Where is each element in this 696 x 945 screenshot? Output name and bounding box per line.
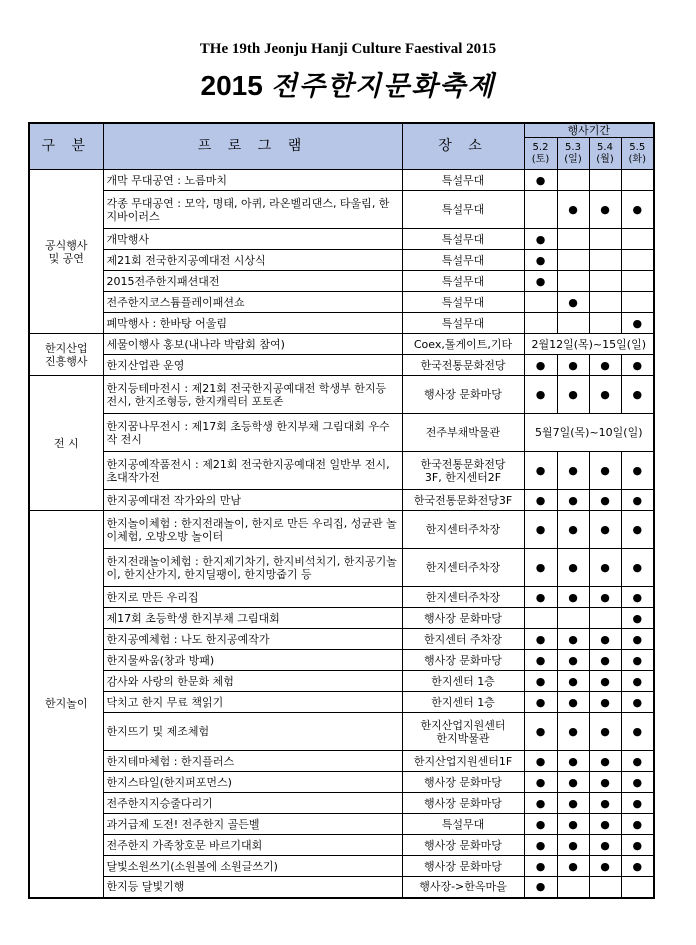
header-period: 행사기간 — [524, 123, 654, 138]
venue-cell: 한지센터 1층 — [402, 671, 524, 692]
scheduled-dot-cell: ● — [524, 271, 557, 292]
program-cell: 전주한지지승줄다리기 — [103, 793, 402, 814]
scheduled-dot-cell: ● — [524, 170, 557, 191]
empty-day-cell — [621, 877, 654, 898]
scheduled-dot-cell: ● — [557, 587, 589, 608]
venue-cell: 한지센터주차장 — [402, 549, 524, 587]
scheduled-dot-cell: ● — [557, 751, 589, 772]
scheduled-dot-cell: ● — [524, 650, 557, 671]
scheduled-dot-cell: ● — [589, 511, 621, 549]
venue-cell: 특설무대 — [402, 229, 524, 250]
empty-day-cell — [621, 170, 654, 191]
venue-cell: 한국전통문화전당3F — [402, 490, 524, 511]
table-row — [29, 650, 654, 671]
scheduled-dot-cell: ● — [621, 313, 654, 334]
scheduled-dot-cell: ● — [589, 814, 621, 835]
table-row — [29, 452, 654, 490]
scheduled-dot-cell: ● — [557, 856, 589, 877]
venue-cell: 한지센터주차장 — [402, 511, 524, 549]
table-row — [29, 877, 654, 898]
scheduled-dot-cell: ● — [589, 376, 621, 414]
category-cell: 공식행사 및 공연 — [29, 170, 103, 334]
empty-day-cell — [557, 170, 589, 191]
venue-cell: 행사장 문화마당 — [402, 376, 524, 414]
scheduled-dot-cell: ● — [589, 355, 621, 376]
venue-cell: 특설무대 — [402, 170, 524, 191]
header-category: 구 분 — [29, 123, 103, 170]
program-cell: 한지공예작품전시 : 제21회 전국한지공예대전 일반부 전시, 초대작가전 — [103, 452, 402, 490]
empty-day-cell — [524, 313, 557, 334]
period-range-cell: 5월7일(목)~10일(일) — [524, 414, 654, 452]
scheduled-dot-cell: ● — [589, 452, 621, 490]
table-row — [29, 271, 654, 292]
table-row — [29, 191, 654, 229]
table-row — [29, 793, 654, 814]
scheduled-dot-cell: ● — [589, 835, 621, 856]
scheduled-dot-cell: ● — [589, 490, 621, 511]
scheduled-dot-cell: ● — [557, 511, 589, 549]
table-row — [29, 814, 654, 835]
scheduled-dot-cell: ● — [589, 650, 621, 671]
empty-day-cell — [589, 292, 621, 313]
header-day-1: 5.3 (일) — [557, 138, 589, 170]
scheduled-dot-cell: ● — [557, 692, 589, 713]
header-venue: 장 소 — [402, 123, 524, 170]
venue-cell: 행사장 문화마당 — [402, 835, 524, 856]
scheduled-dot-cell: ● — [621, 608, 654, 629]
scheduled-dot-cell: ● — [621, 452, 654, 490]
program-cell: 감사와 사랑의 한문화 체험 — [103, 671, 402, 692]
venue-cell: 행사장 문화마당 — [402, 772, 524, 793]
program-cell: 한지등 달빛기행 — [103, 877, 402, 898]
scheduled-dot-cell: ● — [621, 835, 654, 856]
scheduled-dot-cell: ● — [557, 772, 589, 793]
table-row — [29, 549, 654, 587]
table-row — [29, 856, 654, 877]
program-cell: 한지로 만든 우리집 — [103, 587, 402, 608]
scheduled-dot-cell: ● — [621, 355, 654, 376]
scheduled-dot-cell: ● — [524, 549, 557, 587]
period-range-cell: 2월12일(목)~15일(일) — [524, 334, 654, 355]
program-cell: 폐막행사 : 한바탕 어울림 — [103, 313, 402, 334]
scheduled-dot-cell: ● — [557, 650, 589, 671]
program-cell: 한지산업관 운영 — [103, 355, 402, 376]
program-cell: 한지꿈나무전시 : 제17회 초등학생 한지부채 그림대회 우수작 전시 — [103, 414, 402, 452]
header-day-2: 5.4 (월) — [589, 138, 621, 170]
empty-day-cell — [524, 191, 557, 229]
scheduled-dot-cell: ● — [589, 629, 621, 650]
festival-name-korean: 전주한지문화축제 — [270, 71, 496, 102]
table-row — [29, 229, 654, 250]
venue-cell: 특설무대 — [402, 271, 524, 292]
empty-day-cell — [589, 170, 621, 191]
program-cell: 한지테마체험 : 한지플러스 — [103, 751, 402, 772]
venue-cell: 전주부채박물관 — [402, 414, 524, 452]
program-cell: 한지놀이체험 : 한지전래놀이, 한지로 만든 우리집, 성균관 놀이체험, 오방오방 놀이터 — [103, 511, 402, 549]
empty-day-cell — [621, 250, 654, 271]
venue-cell: 행사장 문화마당 — [402, 856, 524, 877]
empty-day-cell — [557, 271, 589, 292]
empty-day-cell — [589, 271, 621, 292]
scheduled-dot-cell: ● — [557, 355, 589, 376]
scheduled-dot-cell: ● — [524, 376, 557, 414]
venue-cell: 특설무대 — [402, 191, 524, 229]
scheduled-dot-cell: ● — [524, 490, 557, 511]
program-cell: 한지공예체험 : 나도 한지공예작가 — [103, 629, 402, 650]
scheduled-dot-cell: ● — [557, 629, 589, 650]
scheduled-dot-cell: ● — [557, 793, 589, 814]
venue-cell: 한지센터주차장 — [402, 587, 524, 608]
table-row — [29, 835, 654, 856]
scheduled-dot-cell: ● — [589, 751, 621, 772]
program-cell: 개막 무대공연 : 노름마치 — [103, 170, 402, 191]
program-cell: 제21회 전국한지공예대전 시상식 — [103, 250, 402, 271]
empty-day-cell — [557, 877, 589, 898]
venue-cell: 특설무대 — [402, 313, 524, 334]
scheduled-dot-cell: ● — [621, 629, 654, 650]
venue-cell: 한지센터 주차장 — [402, 629, 524, 650]
scheduled-dot-cell: ● — [621, 490, 654, 511]
table-row — [29, 713, 654, 751]
festival-year: 2015 — [200, 70, 263, 101]
table-row — [29, 629, 654, 650]
program-cell: 전주한지 가족창호문 바르기대회 — [103, 835, 402, 856]
schedule-body — [29, 170, 654, 898]
table-row — [29, 250, 654, 271]
table-row — [29, 608, 654, 629]
table-row — [29, 671, 654, 692]
scheduled-dot-cell: ● — [557, 452, 589, 490]
table-row — [29, 587, 654, 608]
header-day-3: 5.5 (화) — [621, 138, 654, 170]
table-row — [29, 376, 654, 414]
festival-title-english: THe 19th Jeonju Hanji Culture Faestival 2015 — [199, 41, 497, 57]
program-cell: 과거급제 도전! 전주한지 골든벨 — [103, 814, 402, 835]
scheduled-dot-cell: ● — [621, 549, 654, 587]
program-cell: 닥치고 한지 무료 책읽기 — [103, 692, 402, 713]
scheduled-dot-cell: ● — [621, 751, 654, 772]
scheduled-dot-cell: ● — [524, 355, 557, 376]
program-cell: 각종 무대공연 : 모악, 명태, 아퀴, 라온벨리댄스, 타울림, 한지바이러스 — [103, 191, 402, 229]
venue-cell: 행사장 문화마당 — [402, 650, 524, 671]
table-row — [29, 751, 654, 772]
scheduled-dot-cell: ● — [524, 835, 557, 856]
venue-cell: 한지산업지원센터1F — [402, 751, 524, 772]
empty-day-cell — [589, 608, 621, 629]
venue-cell: 한국전통문화전당 3F, 한지센터2F — [402, 452, 524, 490]
venue-cell: 행사장 문화마당 — [402, 793, 524, 814]
table-row — [29, 334, 654, 355]
program-cell: 제17회 초등학생 한지부채 그림대회 — [103, 608, 402, 629]
scheduled-dot-cell: ● — [589, 549, 621, 587]
scheduled-dot-cell: ● — [524, 452, 557, 490]
empty-day-cell — [589, 229, 621, 250]
empty-day-cell — [557, 608, 589, 629]
scheduled-dot-cell: ● — [621, 856, 654, 877]
scheduled-dot-cell: ● — [524, 713, 557, 751]
table-row — [29, 490, 654, 511]
program-cell: 한지뜨기 및 제조체험 — [103, 713, 402, 751]
scheduled-dot-cell: ● — [621, 692, 654, 713]
program-cell: 한지공예대전 작가와의 만남 — [103, 490, 402, 511]
empty-day-cell — [621, 229, 654, 250]
program-cell: 달빛소원쓰기(소원볼에 소원글쓰기) — [103, 856, 402, 877]
table-row — [29, 313, 654, 334]
table-row — [29, 772, 654, 793]
scheduled-dot-cell: ● — [589, 856, 621, 877]
scheduled-dot-cell: ● — [589, 692, 621, 713]
scheduled-dot-cell: ● — [621, 713, 654, 751]
empty-day-cell — [621, 271, 654, 292]
empty-day-cell — [621, 292, 654, 313]
venue-cell: 행사장->한옥마을 — [402, 877, 524, 898]
venue-cell: 한지산업지원센터 한지박물관 — [402, 713, 524, 751]
venue-cell: Coex,톨게이트,기타 — [402, 334, 524, 355]
program-cell: 전주한지코스튬플레이패션쇼 — [103, 292, 402, 313]
table-row — [29, 170, 654, 191]
scheduled-dot-cell: ● — [524, 751, 557, 772]
schedule-table — [28, 122, 655, 899]
category-cell: 전 시 — [29, 376, 103, 511]
scheduled-dot-cell: ● — [621, 587, 654, 608]
scheduled-dot-cell: ● — [557, 191, 589, 229]
scheduled-dot-cell: ● — [557, 814, 589, 835]
program-cell: 한지스타일(한지퍼포먼스) — [103, 772, 402, 793]
program-cell: 2015전주한지패션대전 — [103, 271, 402, 292]
program-cell: 개막행사 — [103, 229, 402, 250]
scheduled-dot-cell: ● — [524, 877, 557, 898]
scheduled-dot-cell: ● — [557, 549, 589, 587]
empty-day-cell — [524, 292, 557, 313]
scheduled-dot-cell: ● — [557, 835, 589, 856]
venue-cell: 행사장 문화마당 — [402, 608, 524, 629]
scheduled-dot-cell: ● — [589, 671, 621, 692]
header-program: 프 로 그 램 — [103, 123, 402, 170]
scheduled-dot-cell: ● — [621, 511, 654, 549]
header-day-0: 5.2 (토) — [524, 138, 557, 170]
scheduled-dot-cell: ● — [621, 772, 654, 793]
table-row — [29, 692, 654, 713]
category-cell: 한지놀이 — [29, 511, 103, 898]
scheduled-dot-cell: ● — [524, 629, 557, 650]
scheduled-dot-cell: ● — [524, 250, 557, 271]
empty-day-cell — [557, 313, 589, 334]
category-cell: 한지산업 진흥행사 — [29, 334, 103, 376]
scheduled-dot-cell: ● — [524, 814, 557, 835]
scheduled-dot-cell: ● — [524, 856, 557, 877]
table-row — [29, 292, 654, 313]
program-cell: 한지등테마전시 : 제21회 전국한지공예대전 학생부 한지등 전시, 한지조형등, 한지캐릭터 포토존 — [103, 376, 402, 414]
scheduled-dot-cell: ● — [524, 671, 557, 692]
venue-cell: 특설무대 — [402, 292, 524, 313]
venue-cell: 특설무대 — [402, 250, 524, 271]
scheduled-dot-cell: ● — [557, 671, 589, 692]
table-row — [29, 414, 654, 452]
scheduled-dot-cell: ● — [621, 191, 654, 229]
scheduled-dot-cell: ● — [621, 671, 654, 692]
scheduled-dot-cell: ● — [524, 511, 557, 549]
scheduled-dot-cell: ● — [589, 793, 621, 814]
table-row — [29, 511, 654, 549]
scheduled-dot-cell: ● — [589, 191, 621, 229]
scheduled-dot-cell: ● — [524, 587, 557, 608]
venue-cell: 한지센터 1층 — [402, 692, 524, 713]
scheduled-dot-cell: ● — [621, 650, 654, 671]
empty-day-cell — [589, 313, 621, 334]
scheduled-dot-cell: ● — [621, 793, 654, 814]
program-cell: 한지물싸움(창과 방패) — [103, 650, 402, 671]
festival-title-korean — [0, 64, 696, 103]
empty-day-cell — [557, 250, 589, 271]
program-cell: 한지전래놀이체험 : 한지제기차기, 한지비석치기, 한지공기놀이, 한지산가지, 한지딜팽이, 한지망줍기 등 — [103, 549, 402, 587]
scheduled-dot-cell: ● — [621, 376, 654, 414]
scheduled-dot-cell: ● — [557, 376, 589, 414]
scheduled-dot-cell: ● — [524, 692, 557, 713]
scheduled-dot-cell: ● — [524, 793, 557, 814]
scheduled-dot-cell: ● — [589, 713, 621, 751]
empty-day-cell — [524, 608, 557, 629]
scheduled-dot-cell: ● — [524, 772, 557, 793]
scheduled-dot-cell: ● — [589, 772, 621, 793]
venue-cell: 한국전통문화전당 — [402, 355, 524, 376]
scheduled-dot-cell: ● — [621, 814, 654, 835]
empty-day-cell — [589, 877, 621, 898]
program-cell: 세물이행사 홍보(내나라 박람회 참여) — [103, 334, 402, 355]
venue-cell: 특설무대 — [402, 814, 524, 835]
scheduled-dot-cell: ● — [557, 292, 589, 313]
table-row — [29, 355, 654, 376]
scheduled-dot-cell: ● — [557, 490, 589, 511]
scheduled-dot-cell: ● — [524, 229, 557, 250]
empty-day-cell — [557, 229, 589, 250]
scheduled-dot-cell: ● — [557, 713, 589, 751]
scheduled-dot-cell: ● — [589, 587, 621, 608]
empty-day-cell — [589, 250, 621, 271]
